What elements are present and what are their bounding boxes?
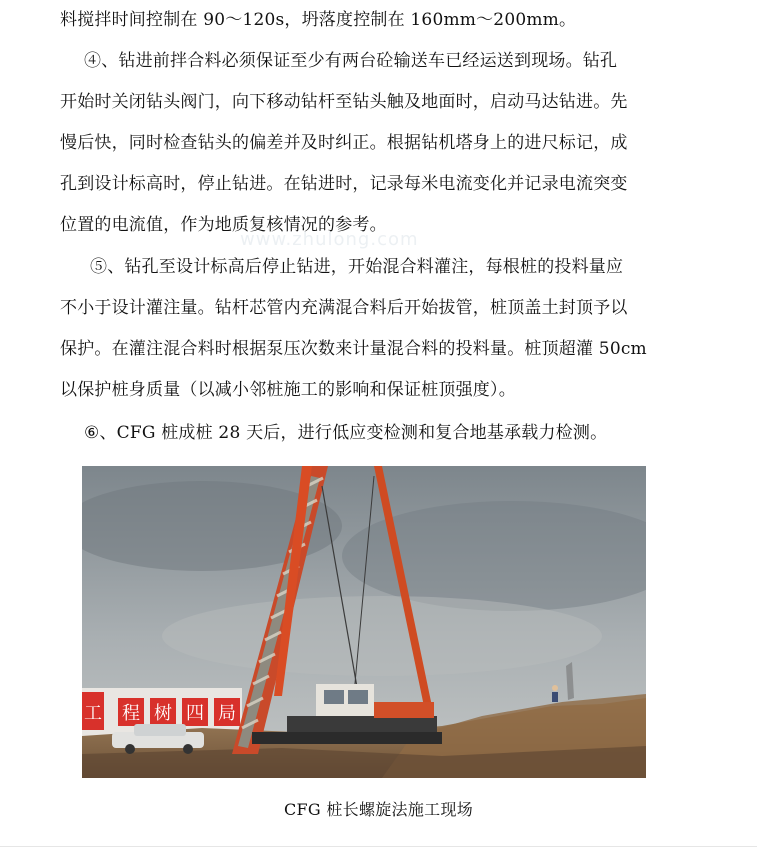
text-line: 位置的电流值，作为地质复核情况的参考。 — [60, 215, 387, 235]
text-line: ⑤、钻孔至设计标高后停止钻进，开始混合料灌注，每根桩的投料量应 — [90, 257, 624, 277]
banner-char: 四 — [186, 703, 204, 724]
text-line: 保护。在灌注混合料时根据泵压次数来计量混合料的投料量。桩顶超灌 50cm — [60, 339, 647, 359]
text-line: 开始时关闭钻头阀门，向下移动钻杆至钻头触及地面时，启动马达钻进。先 — [60, 92, 628, 112]
paragraph-step-6 — [60, 413, 675, 454]
watermark: www.zhulong.com — [240, 229, 419, 250]
banner-char: 树 — [154, 703, 172, 724]
banner-char: 工 — [84, 703, 102, 724]
text-line: ⑥、CFG 桩成桩 28 天后，进行低应变检测和复合地基承载力检测。 — [84, 423, 608, 443]
text-line: 慢后快，同时检查钻头的偏差并及时纠正。根据钻机塔身上的进尺标记，成 — [60, 133, 628, 153]
paragraph-step-5 — [60, 247, 675, 411]
text-line: 孔到设计标高时，停止钻进。在钻进时，记录每米电流变化并记录电流突变 — [60, 174, 628, 194]
text-line: 不小于设计灌注量。钻杆芯管内充满混合料后开始拔管，桩顶盖土封顶予以 — [60, 298, 628, 318]
text-line: ④、钻进前拌合料必须保证至少有两台砼输送车已经运送到现场。钻孔 — [84, 51, 618, 71]
photo-caption: CFG 桩长螺旋法施工现场 — [283, 800, 474, 819]
banner-char: 局 — [218, 703, 236, 724]
text-line: 料搅拌时间控制在 90～120s，坍落度控制在 160mm～200mm。 — [60, 10, 577, 30]
paragraph-step-4 — [60, 41, 675, 246]
construction-site-photo — [82, 466, 646, 778]
banner-char: 程 — [122, 703, 140, 724]
paragraph-mix-time — [60, 0, 675, 41]
page-bottom-divider — [0, 846, 757, 847]
text-line: 以保护桩身质量（以减小邻桩施工的影响和保证桩顶强度）。 — [60, 380, 516, 400]
